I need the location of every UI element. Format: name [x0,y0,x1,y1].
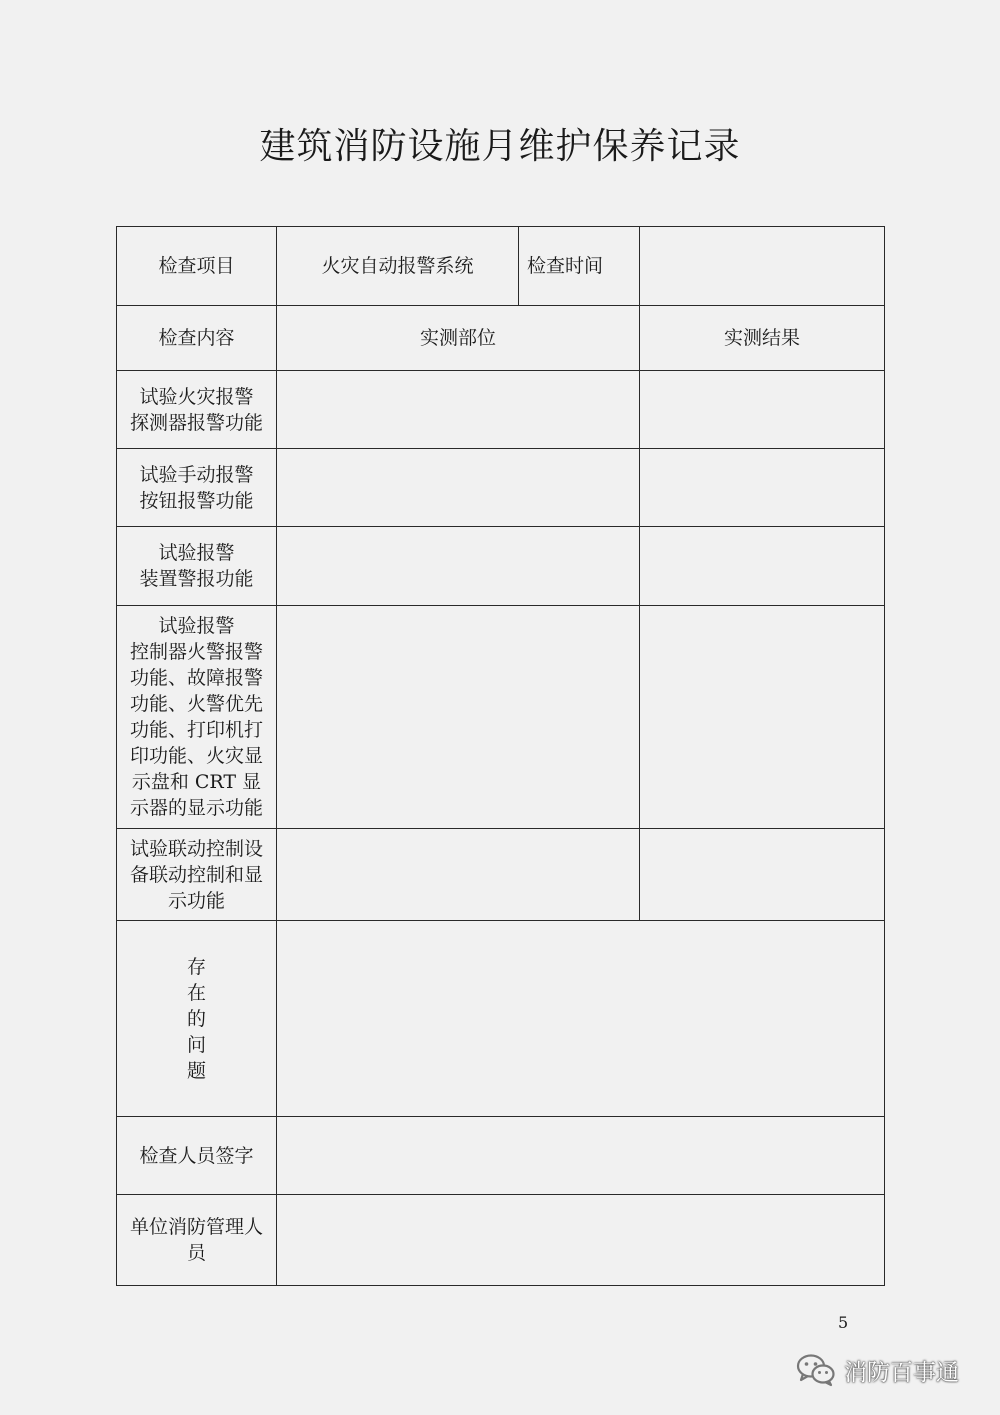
check-item-label [117,527,277,606]
fire-manager-label-line: 单位消防管理人 [129,1216,263,1238]
measured-location-cell[interactable] [277,606,640,829]
check-item-line: 试验报警 [158,615,235,637]
fire-manager-label [117,1195,277,1286]
table-row [117,829,885,921]
issues-label [117,921,277,1117]
manager-row [117,1195,885,1286]
table-row [117,449,885,527]
measured-result-cell[interactable] [640,527,885,606]
measured-location-header: 实测部位 [277,306,640,371]
check-item-line: 示器的显示功能 [129,797,263,819]
check-item-label [117,449,277,527]
check-item-line: 印功能、火灾显 [129,745,263,767]
table-header-row [117,306,885,371]
check-item-line: 功能、故障报警 [129,667,263,689]
measured-result-cell[interactable] [640,829,885,921]
measured-result-cell[interactable] [640,606,885,829]
check-item-line: 示功能 [167,889,225,912]
table-row [117,606,885,829]
issues-label-char: 的 [186,1007,206,1030]
inspector-signature-label: 检查人员签字 [117,1117,277,1195]
watermark [796,1353,959,1387]
measured-result-header: 实测结果 [640,306,885,371]
check-item-line: 装置警报功能 [139,568,254,590]
inspector-signature-value[interactable] [277,1117,885,1195]
check-item-line: 按钮报警功能 [139,489,254,512]
issues-value[interactable] [277,921,885,1117]
check-content-header: 检查内容 [117,306,277,371]
table-row [117,527,885,606]
measured-location-cell[interactable] [277,829,640,921]
fire-manager-value[interactable] [277,1195,885,1286]
measured-location-cell[interactable] [277,449,640,527]
page-number: 5 [838,1313,849,1332]
check-item-line: 探测器报警功能 [129,411,263,434]
check-item-line: 试验报警 [158,542,235,564]
measured-location-cell[interactable] [277,527,640,606]
issues-label-char: 题 [186,1059,206,1082]
inspection-time-value[interactable] [640,227,885,306]
check-item-label [117,829,277,921]
issues-label-char: 存 [186,955,206,978]
inspection-time-label: 检查时间 [519,227,640,306]
measured-result-cell[interactable] [640,371,885,449]
check-item-line: 试验火灾报警 [139,385,254,408]
check-item-label [117,606,277,829]
watermark-text: 消防百事通 [844,1359,959,1386]
inspector-row [117,1117,885,1195]
check-item-line: 功能、打印机打 [129,719,263,741]
inspection-item-label: 检查项目 [117,227,277,306]
check-item-line: 示盘和 CRT 显 [131,771,262,793]
issues-label-char: 在 [186,981,206,1004]
measured-result-cell[interactable] [640,449,885,527]
check-item-label [117,371,277,449]
check-item-line: 功能、火警优先 [129,693,263,715]
fire-manager-label-line: 员 [186,1242,206,1264]
issues-row [117,921,885,1117]
check-item-line: 控制器火警报警 [129,641,263,663]
table-row [117,371,885,449]
document-title: 建筑消防设施月维护保养记录 [259,126,741,167]
inspection-item-value: 火灾自动报警系统 [277,227,519,306]
issues-label-char: 问 [186,1033,206,1056]
check-item-line: 试验手动报警 [139,463,254,486]
check-item-line: 备联动控制和显 [129,863,263,886]
wechat-icon [796,1353,836,1387]
measured-location-cell[interactable] [277,371,640,449]
table-row-item [117,227,885,306]
check-item-line: 试验联动控制设 [129,837,263,860]
maintenance-record-table [116,226,885,1286]
